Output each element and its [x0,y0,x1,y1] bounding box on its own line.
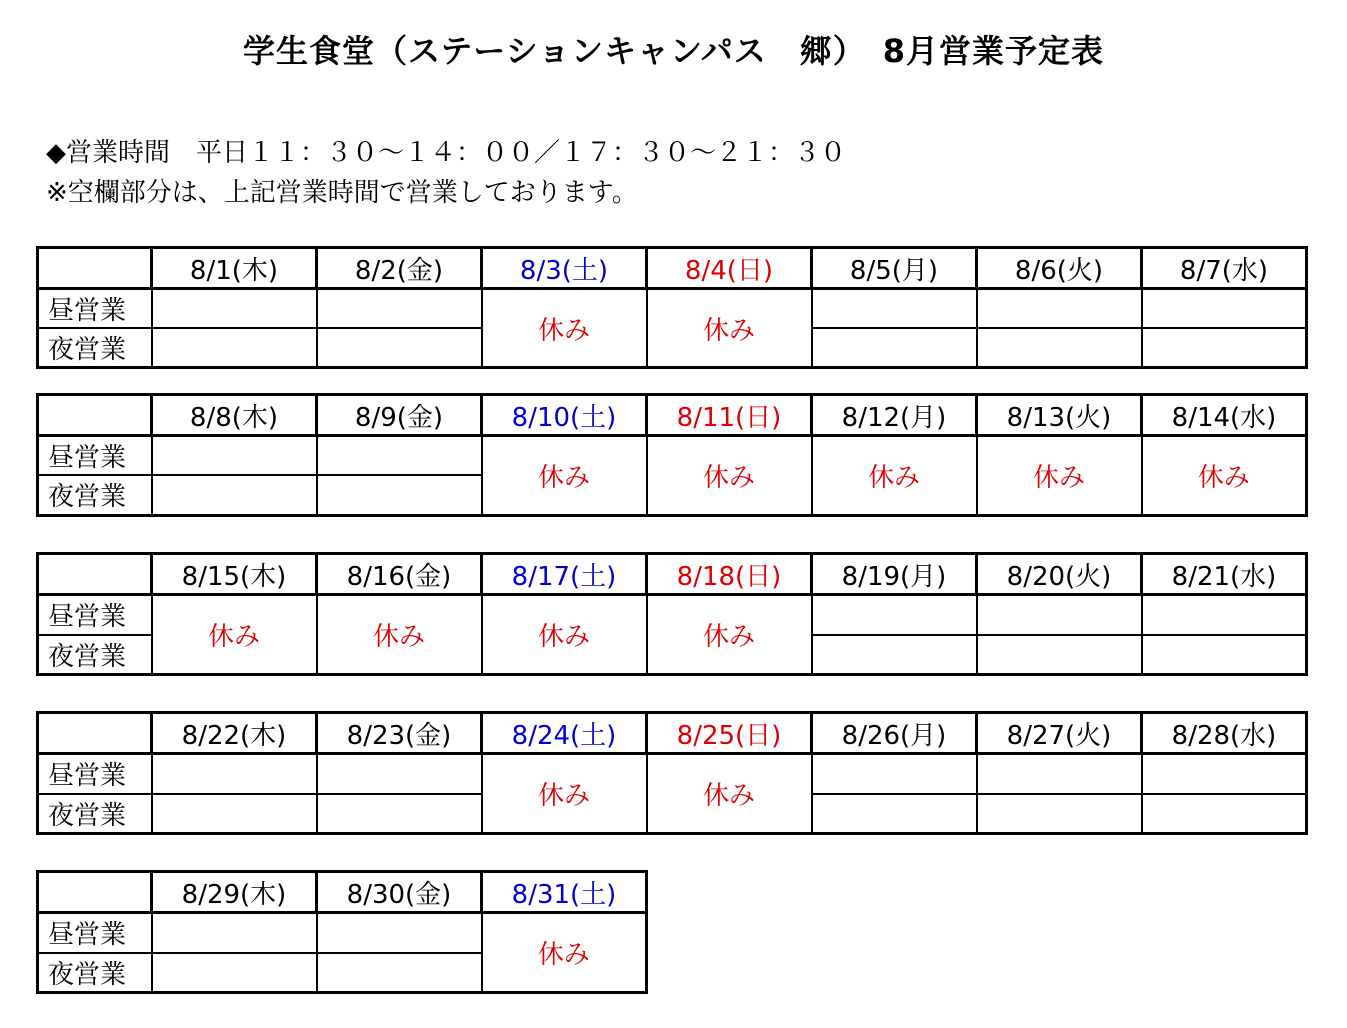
week-table [36,870,648,994]
dinner-cell-open [812,635,977,675]
date-header: 8/23(金) [317,713,482,754]
closed-cell: 休み [647,436,812,516]
dinner-cell-open [977,328,1142,368]
row-label-dinner: 夜営業 [38,953,152,993]
week-table [36,552,1308,676]
dinner-cell-open [152,328,317,368]
lunch-cell-open [977,595,1142,635]
date-header: 8/1(木) [152,248,317,289]
header-corner-cell [38,395,152,436]
closed-cell: 休み [647,289,812,368]
dinner-cell-open [152,953,317,993]
business-hours: ◆営業時間 平日１１：３０～１４：００／１７：３０～２１：３０ [46,138,846,168]
date-header: 8/19(月) [812,554,977,595]
dinner-cell-open [317,953,482,993]
header-corner-cell [38,248,152,289]
date-header: 8/4(日) [647,248,812,289]
date-header: 8/11(日) [647,395,812,436]
closed-cell: 休み [647,595,812,675]
dinner-cell-open [317,328,482,368]
date-header: 8/10(土) [482,395,647,436]
date-header: 8/6(火) [977,248,1142,289]
date-header: 8/14(水) [1142,395,1307,436]
date-header: 8/17(土) [482,554,647,595]
header-corner-cell [38,872,152,913]
dinner-cell-open [1142,635,1307,675]
lunch-cell-open [1142,289,1307,329]
date-header: 8/15(木) [152,554,317,595]
week-table [36,393,1308,517]
date-header: 8/31(土) [482,872,647,913]
row-label-lunch: 昼営業 [38,913,152,953]
closed-cell: 休み [482,913,647,993]
dinner-cell-open [812,794,977,834]
dinner-cell-open [152,475,317,515]
lunch-cell-open [812,289,977,329]
row-label-lunch: 昼営業 [38,436,152,476]
row-label-lunch: 昼営業 [38,595,152,635]
lunch-cell-open [317,289,482,329]
date-header: 8/3(土) [482,248,647,289]
closed-cell: 休み [482,754,647,834]
week-table [36,711,1308,835]
closed-cell: 休み [977,436,1142,516]
closed-cell: 休み [812,436,977,516]
closed-cell: 休み [482,595,647,675]
lunch-cell-open [1142,595,1307,635]
lunch-cell-open [152,913,317,953]
date-header: 8/13(火) [977,395,1142,436]
dinner-cell-open [812,328,977,368]
closed-cell: 休み [1142,436,1307,516]
date-header: 8/9(金) [317,395,482,436]
date-header: 8/2(金) [317,248,482,289]
row-label-lunch: 昼営業 [38,754,152,794]
date-header: 8/25(日) [647,713,812,754]
date-header: 8/26(月) [812,713,977,754]
closed-cell: 休み [647,754,812,834]
dinner-cell-open [977,635,1142,675]
date-header: 8/8(木) [152,395,317,436]
date-header: 8/30(金) [317,872,482,913]
dinner-cell-open [1142,328,1307,368]
row-label-dinner: 夜営業 [38,475,152,515]
dinner-cell-open [152,794,317,834]
closed-cell: 休み [482,436,647,516]
row-label-dinner: 夜営業 [38,635,152,675]
row-label-lunch: 昼営業 [38,289,152,329]
lunch-cell-open [1142,754,1307,794]
dinner-cell-open [317,475,482,515]
date-header: 8/22(木) [152,713,317,754]
week-table [36,246,1308,369]
dinner-cell-open [317,794,482,834]
lunch-cell-open [317,754,482,794]
date-header: 8/12(月) [812,395,977,436]
date-header: 8/7(水) [1142,248,1307,289]
lunch-cell-open [152,754,317,794]
lunch-cell-open [812,754,977,794]
row-label-dinner: 夜営業 [38,794,152,834]
row-label-dinner: 夜営業 [38,328,152,368]
date-header: 8/24(土) [482,713,647,754]
date-header: 8/29(木) [152,872,317,913]
header-corner-cell [38,713,152,754]
lunch-cell-open [317,436,482,476]
page-title: 学生食堂（ステーションキャンパス 郷） 8月営業予定表 [242,32,1105,70]
dinner-cell-open [1142,794,1307,834]
date-header: 8/21(水) [1142,554,1307,595]
lunch-cell-open [152,289,317,329]
lunch-cell-open [977,754,1142,794]
lunch-cell-open [317,913,482,953]
header-corner-cell [38,554,152,595]
date-header: 8/27(火) [977,713,1142,754]
date-header: 8/18(日) [647,554,812,595]
dinner-cell-open [977,794,1142,834]
date-header: 8/5(月) [812,248,977,289]
date-header: 8/16(金) [317,554,482,595]
closed-cell: 休み [317,595,482,675]
date-header: 8/28(水) [1142,713,1307,754]
closed-cell: 休み [152,595,317,675]
date-header: 8/20(火) [977,554,1142,595]
closed-cell: 休み [482,289,647,368]
lunch-cell-open [977,289,1142,329]
lunch-cell-open [812,595,977,635]
blank-cell-note: ※空欄部分は、上記営業時間で営業しております。 [46,178,638,208]
lunch-cell-open [152,436,317,476]
